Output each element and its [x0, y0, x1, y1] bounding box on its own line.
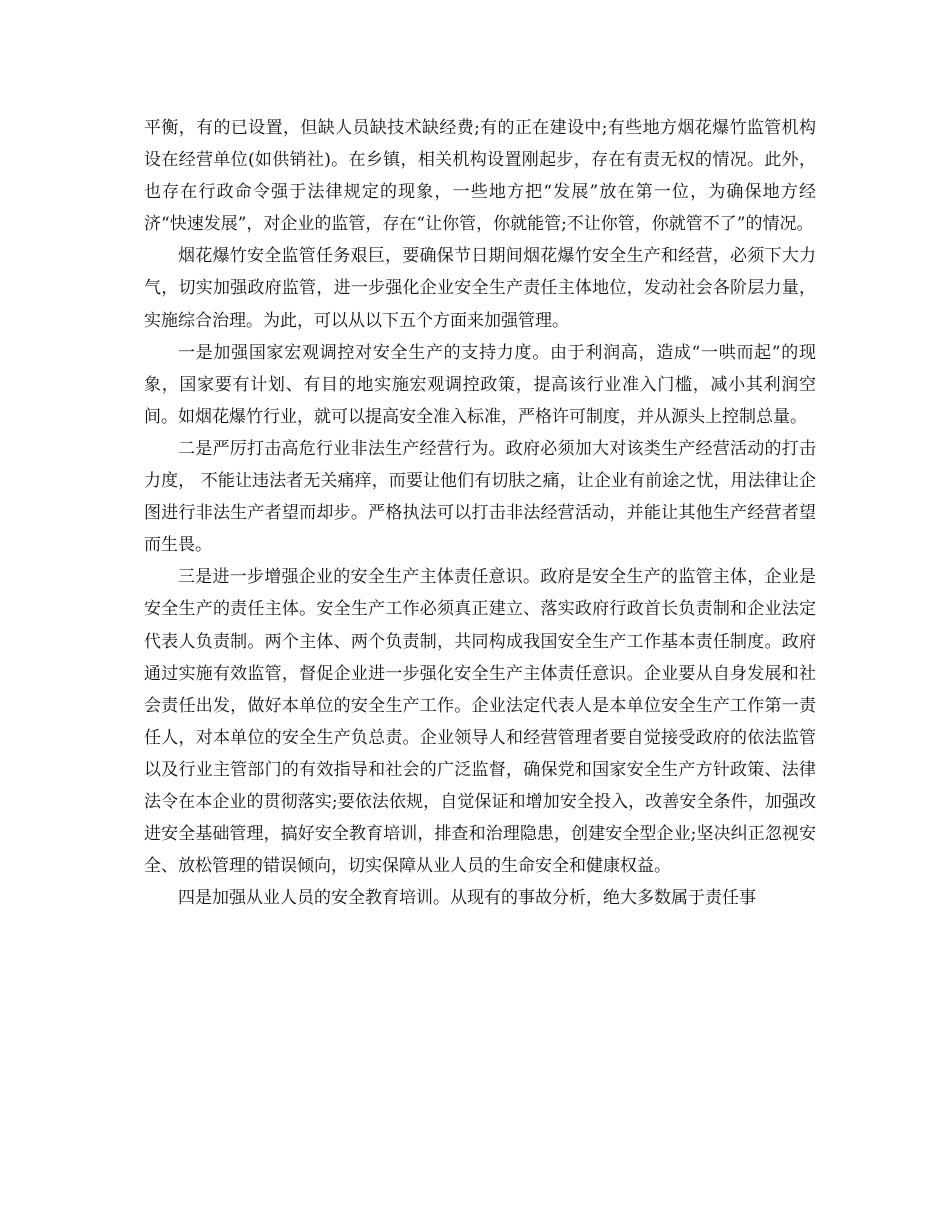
document-body	[144, 112, 816, 914]
paragraph-point-four: 四是加强从业人员的安全教育培训。从现有的事故分析，绝大多数属于责任事	[178, 888, 756, 909]
paragraph-continuation: 平衡，有的已设置，但缺人员缺技术缺经费;有的正在建设中;有些地方烟花爆竹监管机构设在经营单位(如供销社)。在乡镇，相关机构设置刚起步，存在有责无权的情况。此外，也存在行政命令强于法律规定的现象，一些地方把“发展”放在第一位，为确保地方经济“快速发展”，对企业的监管，存在“让你管，你就能管;不让你管，你就管不了”的情况。	[144, 118, 816, 235]
paragraph-supervision-task: 烟花爆竹安全监管任务艰巨，要确保节日期间烟花爆竹安全生产和经营，必须下大力气，切实加强政府监管，进一步强化企业安全生产责任主体地位，发动社会各阶层力量，实施综合治理。为此，可以从以下五个方面来加强管理。	[144, 246, 816, 331]
paragraph-point-one: 一是加强国家宏观调控对安全生产的支持力度。由于利润高，造成“一哄而起”的现象，国家要有计划、有目的地实施宏观调控政策，提高该行业准入门槛，减小其利润空间。如烟花爆竹行业，就可以提高安全准入标准，严格许可制度，并从源头上控制总量。	[144, 342, 816, 427]
paragraph-point-two: 二是严厉打击高危行业非法生产经营行为。政府必须加大对该类生产经营活动的打击力度， 不能让违法者无关痛痒，而要让他们有切肤之痛，让企业有前途之忧，用法律让企图进行非法生产者望而却步。严格执法可以打击非法经营活动，并能让其他生产经营者望而生畏。	[144, 438, 816, 556]
paragraph-point-three: 三是进一步增强企业的安全生产主体责任意识。政府是安全生产的监管主体，企业是安全生产的责任主体。安全生产工作必须真正建立、落实政府行政首长负责制和企业法定代表人负责制。两个主体、两个负责制，共同构成我国安全生产工作基本责任制度。政府通过实施有效监管，督促企业进一步强化安全生产主体责任意识。企业要从自身发展和社会责任出发，做好本单位的安全生产工作。企业法定代表人是本单位安全生产工作第一责任人，对本单位的安全生产负总责。企业领导人和经营管理者要自觉接受政府的依法监管以及行业主管部门的有效指导和社会的广泛监督，确保党和国家安全生产方针政策、法律法令在本企业的贯彻落实;要依法依规，自觉保证和增加安全投入，改善安全条件，加强改进安全基础管理，搞好安全教育培训，排查和治理隐患，创建安全型企业;坚决纠正忽视安全、放松管理的错误倾向，切实保障从业人员的生命安全和健康权益。	[144, 567, 816, 877]
